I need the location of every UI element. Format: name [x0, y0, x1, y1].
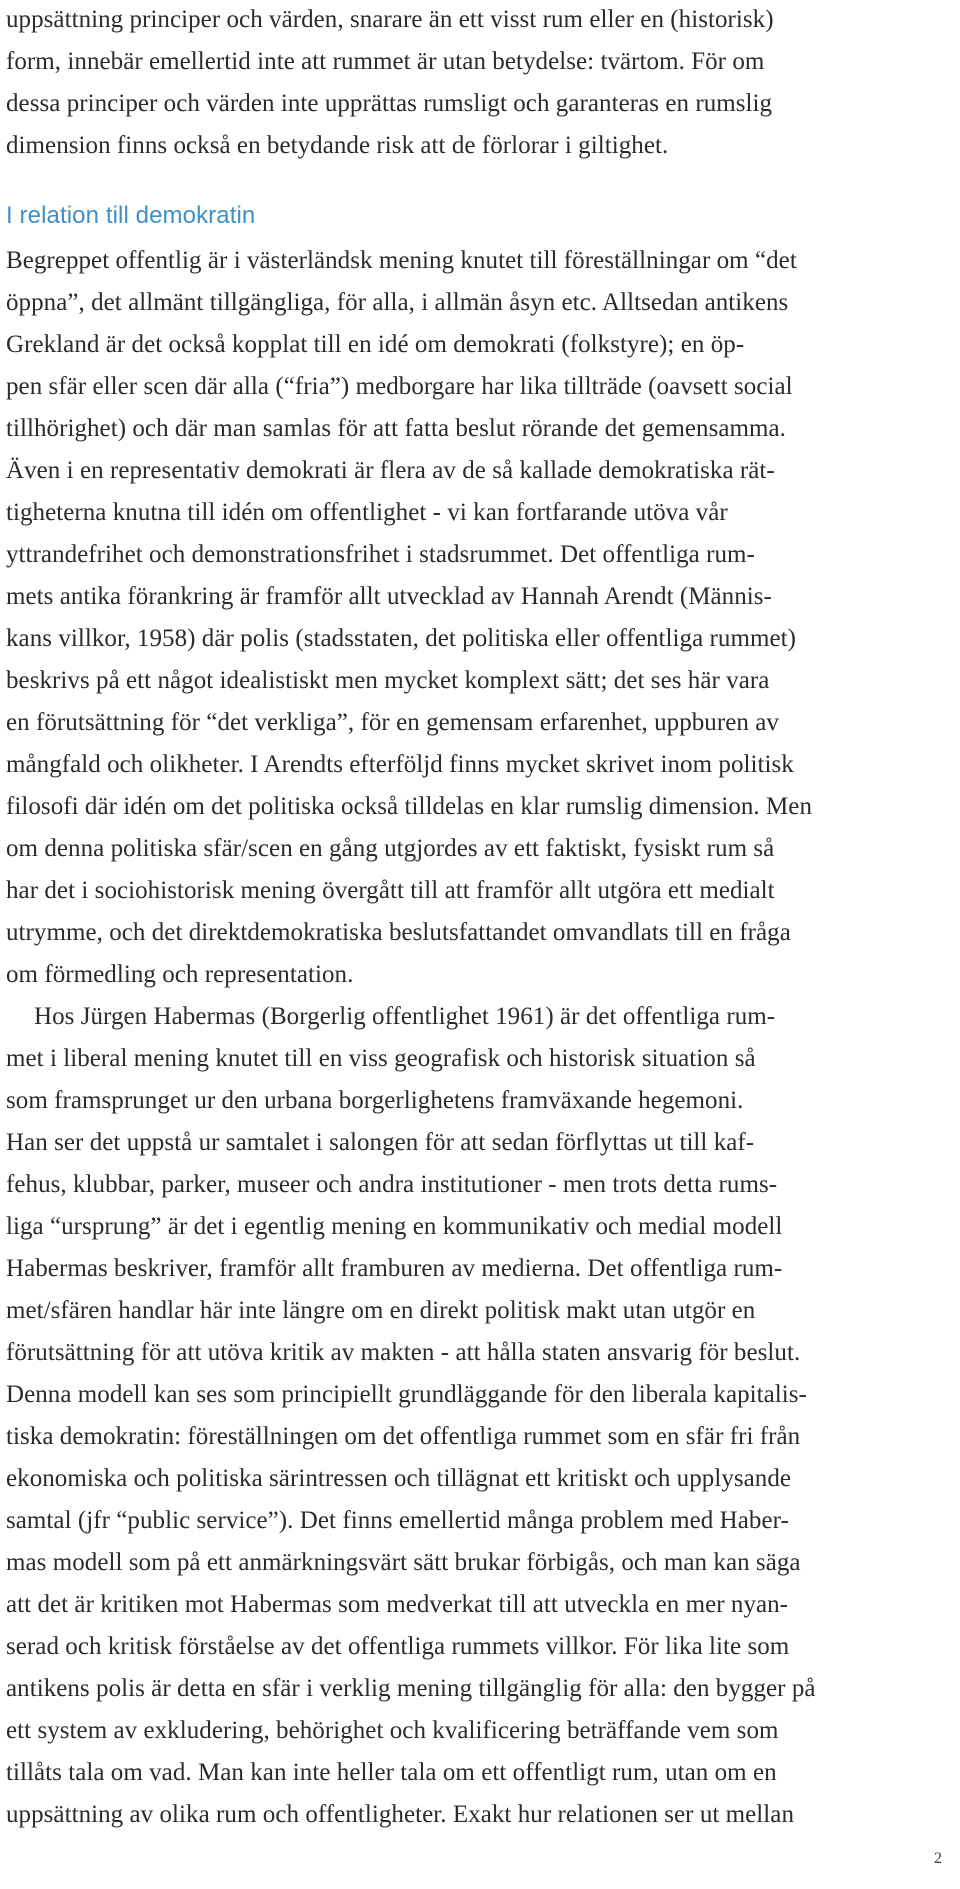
text-line: beskrivs på ett något idealistiskt men mycket komplext sätt; det ses här vara — [6, 667, 770, 694]
text-line: tiska demokratin: föreställningen om det offentliga rummet som en sfär fri från — [6, 1423, 801, 1450]
text-line: Han ser det uppstå ur samtalet i salongen för att sedan förflyttas ut till kaf- — [6, 1129, 755, 1156]
text-line: antikens polis är detta en sfär i verklig mening tillgänglig för alla: den bygger på — [6, 1675, 816, 1702]
text-line: form, innebär emellertid inte att rummet är utan betydelse: tvärtom. För om — [6, 48, 765, 75]
text-line: fehus, klubbar, parker, museer och andra institutioner - men trots detta rums- — [6, 1171, 778, 1198]
text-line: ekonomiska och politiska särintressen och tillägnat ett kritiskt och upplysande — [6, 1465, 792, 1492]
text-line: uppsättning principer och värden, snarare än ett visst rum eller en (historisk) — [6, 6, 774, 33]
text-line: en förutsättning för “det verkliga”, för en gemensam erfarenhet, uppburen av — [6, 709, 779, 736]
text-line: som framsprunget ur den urbana borgerlighetens framväxande hegemoni. — [6, 1087, 744, 1114]
text-line: filosofi där idén om det politiska också tilldelas en klar rumslig dimension. Men — [6, 793, 812, 820]
text-line: tillåts tala om vad. Man kan inte heller tala om ett offentligt rum, utan om en — [6, 1759, 777, 1786]
text-line: mångfald och olikheter. I Arendts efterföljd finns mycket skrivet inom politisk — [6, 751, 794, 778]
text-line: kans villkor, 1958) där polis (stadsstaten, det politiska eller offentliga rummet) — [6, 625, 796, 652]
text-line: yttrandefrihet och demonstrationsfrihet i stadsrummet. Det offentliga rum- — [6, 541, 755, 568]
text-line: mets antika förankring är framför allt utvecklad av Hannah Arendt (Männis- — [6, 583, 772, 610]
text-line: dessa principer och värden inte upprättas rumsligt och garanteras en rumslig — [6, 90, 773, 117]
intro-paragraph — [6, 0, 954, 167]
text-line: met i liberal mening knutet till en viss geografisk och historisk situation så — [6, 1045, 756, 1072]
text-line: mas modell som på ett anmärkningsvärt sätt brukar förbigås, och man kan säga — [6, 1549, 801, 1576]
text-line: serad och kritisk förståelse av det offentliga rummets villkor. För lika lite som — [6, 1633, 790, 1660]
text-line: dimension finns också en betydande risk att de förlorar i giltighet. — [6, 132, 669, 159]
text-line: ett system av exkludering, behörighet och kvalificering beträffande vem som — [6, 1717, 779, 1744]
page-number: 2 — [934, 1850, 942, 1867]
text-line: Även i en representativ demokrati är flera av de så kallade demokratiska rät- — [6, 457, 775, 484]
section-heading: I relation till demokratin — [6, 202, 256, 229]
text-line: att det är kritiken mot Habermas som medverkat till att utveckla en mer nyan- — [6, 1591, 789, 1618]
text-line: Habermas beskriver, framför allt framburen av medierna. Det offentliga rum- — [6, 1255, 783, 1282]
text-line: tillhörighet) och där man samlas för att fatta beslut rörande det gemensamma. — [6, 415, 786, 442]
text-line: om denna politiska sfär/scen en gång utgjordes av ett faktiskt, fysiskt rum så — [6, 835, 775, 862]
text-line: utrymme, och det direktdemokratiska beslutsfattandet omvandlats till en fråga — [6, 919, 791, 946]
text-line: Hos Jürgen Habermas (Borgerlig offentlighet 1961) är det offentliga rum- — [34, 1003, 776, 1030]
text-line: om förmedling och representation. — [6, 961, 354, 988]
body-paragraph — [6, 240, 954, 1836]
text-line: uppsättning av olika rum och offentligheter. Exakt hur relationen ser ut mellan — [6, 1801, 794, 1828]
text-line: met/sfären handlar här inte längre om en direkt politisk makt utan utgör en — [6, 1297, 756, 1324]
text-line: Grekland är det också kopplat till en idé om demokrati (folkstyre); en öp- — [6, 331, 745, 358]
text-line: Begreppet offentlig är i västerländsk mening knutet till föreställningar om “det — [6, 247, 797, 274]
text-line: förutsättning för att utöva kritik av makten - att hålla staten ansvarig för beslut. — [6, 1339, 801, 1366]
text-line: pen sfär eller scen där alla (“fria”) medborgare har lika tillträde (oavsett social — [6, 373, 793, 400]
text-line: Denna modell kan ses som principiellt grundläggande för den liberala kapitalis- — [6, 1381, 807, 1408]
text-line: liga “ursprung” är det i egentlig mening en kommunikativ och medial modell — [6, 1213, 783, 1240]
text-line: öppna”, det allmänt tillgängliga, för alla, i allmän åsyn etc. Alltsedan antikens — [6, 289, 789, 316]
text-line: tigheterna knutna till idén om offentlighet - vi kan fortfarande utöva vår — [6, 499, 728, 526]
text-line: har det i sociohistorisk mening övergått till att framför allt utgöra ett medialt — [6, 877, 775, 904]
text-line: samtal (jfr “public service”). Det finns emellertid många problem med Haber- — [6, 1507, 789, 1534]
